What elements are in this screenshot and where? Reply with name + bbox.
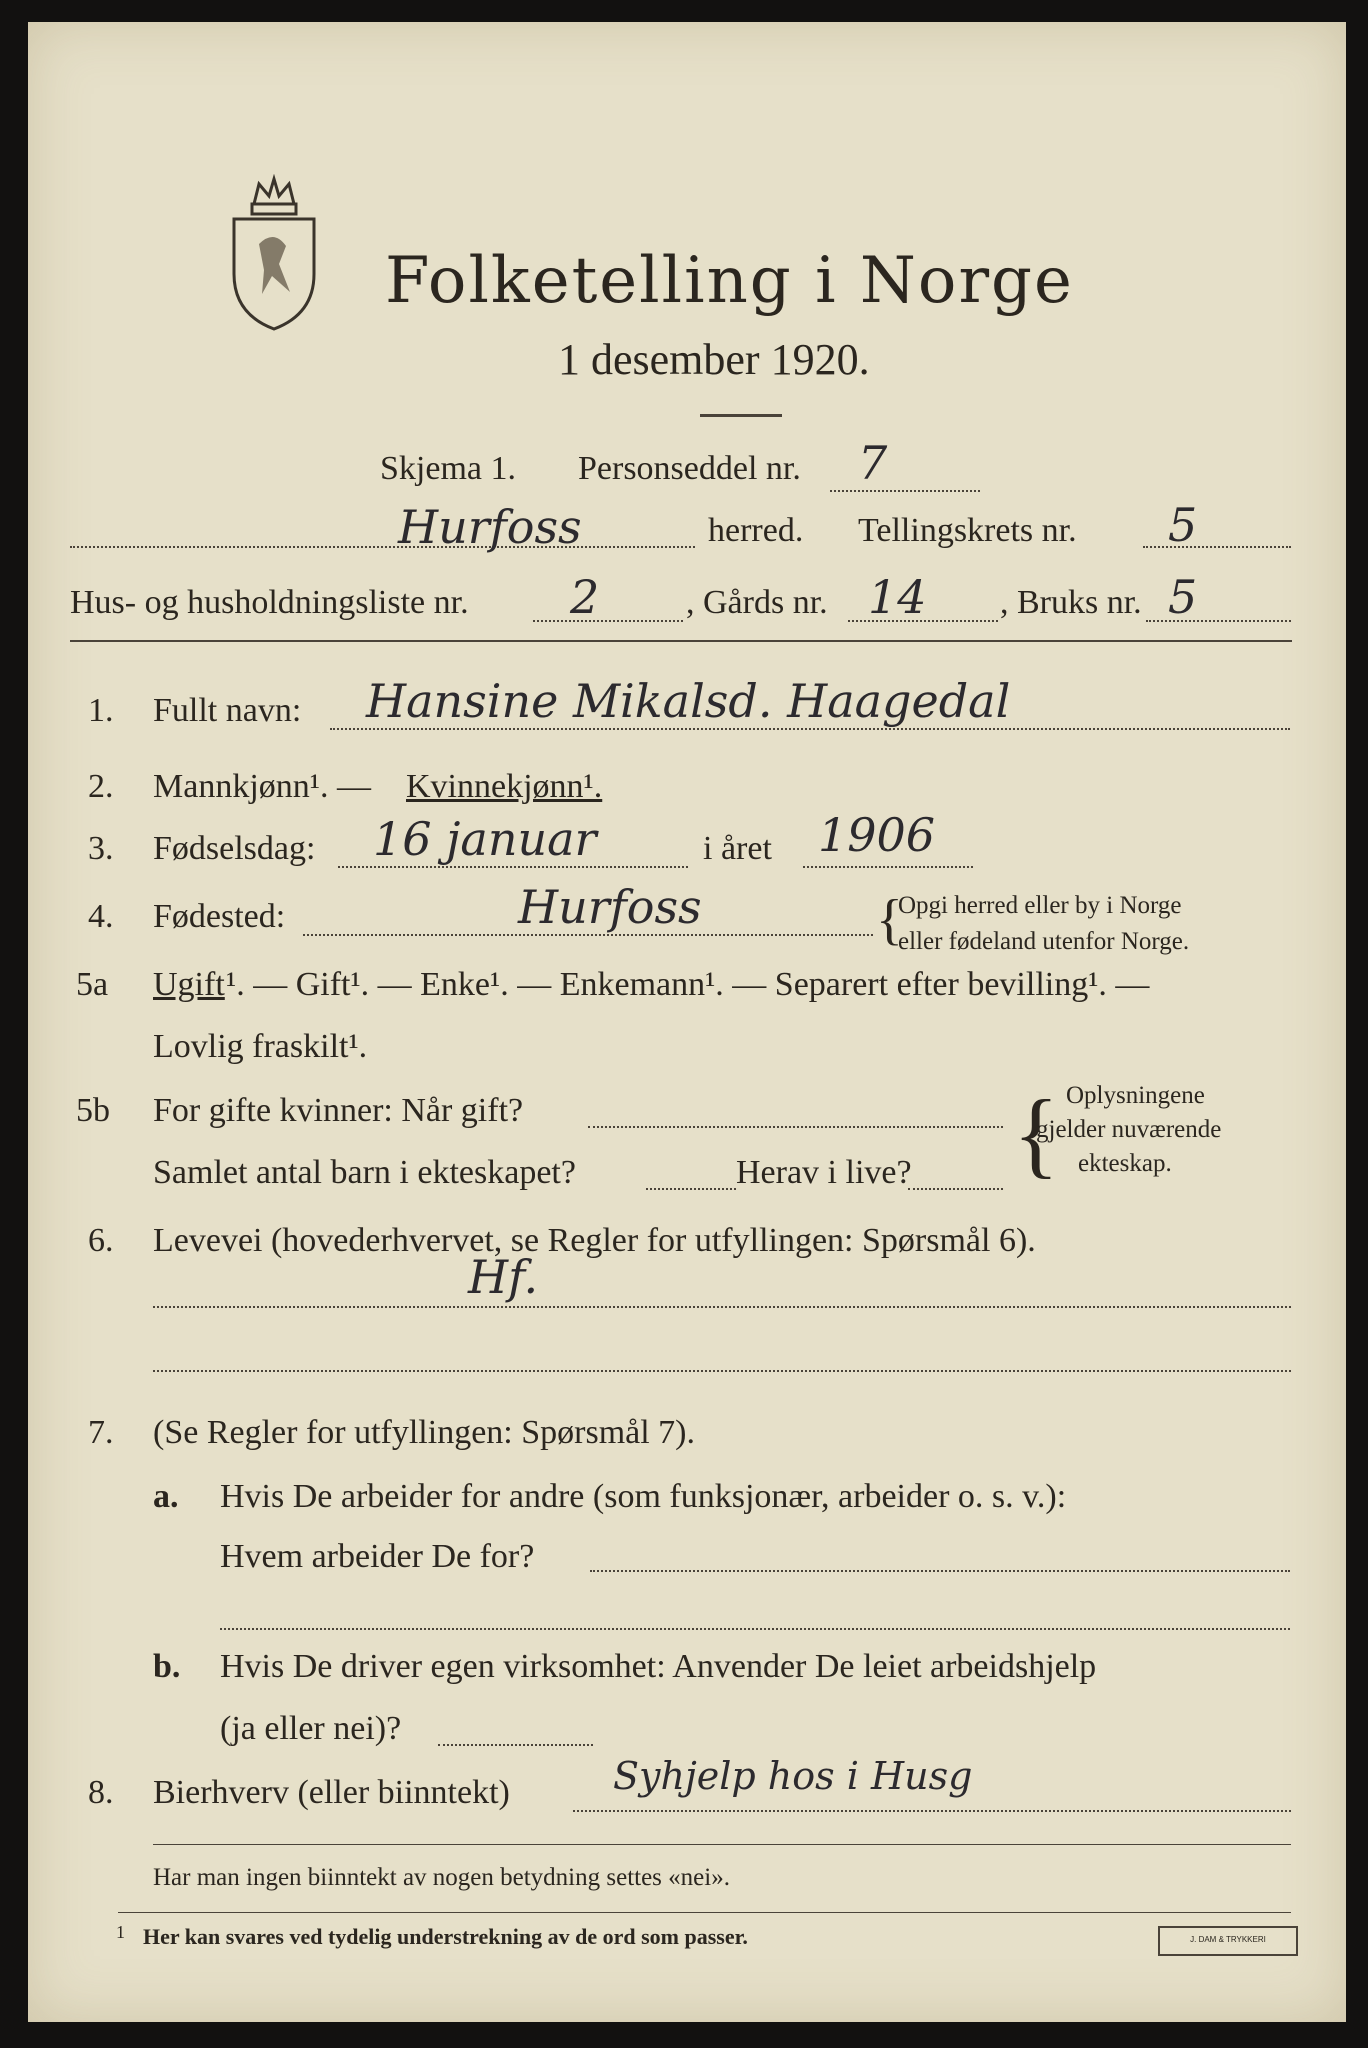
q6-line1 — [153, 1306, 1291, 1308]
q7b-number: b. — [153, 1648, 181, 1685]
q5b-brace: { — [1013, 1080, 1060, 1187]
footer-divider — [153, 1844, 1291, 1845]
husliste-line — [533, 620, 683, 622]
printer-stamp — [1158, 1926, 1298, 1956]
q2-selected-option[interactable]: Kvinnekjønn¹. — [406, 768, 603, 805]
printer-stamp-text: J. DAM & TRYKKERI — [1190, 1935, 1266, 1944]
secondary-occupation-value[interactable]: Syhjelp hos i Husg — [613, 1754, 973, 1798]
q5b-children-label: Samlet antal barn i ekteskapet? — [153, 1154, 576, 1191]
personseddel-label: Personseddel nr. — [578, 450, 801, 487]
tellingskrets-value[interactable]: 5 — [1168, 498, 1198, 552]
q8-label: Bierhverv (eller biinntekt) — [153, 1774, 510, 1811]
q4-note-line1: Opgi herred eller by i Norge — [898, 892, 1182, 919]
coat-of-arms-icon — [224, 174, 324, 334]
form-title: Folketelling i Norge — [385, 244, 1074, 318]
q5b-number: 5b — [76, 1092, 110, 1129]
q3-label: Fødselsdag: — [153, 830, 316, 867]
q5b-note-line2: gjelder nuværende — [1036, 1116, 1222, 1143]
birthplace-value[interactable]: Hurfoss — [518, 880, 702, 934]
census-date: 1 desember 1920. — [558, 335, 870, 384]
q7b-line1: Hvis De driver egen virksomhet: Anvender De leiet arbeidshjelp — [220, 1648, 1097, 1685]
q7b-answer-line — [438, 1744, 593, 1746]
footnote-mark: 1 — [116, 1922, 125, 1942]
bruks-value[interactable]: 5 — [1168, 570, 1198, 624]
q6-number: 6. — [88, 1222, 114, 1259]
birth-year-value[interactable]: 1906 — [818, 808, 936, 862]
q5b-alive-line — [908, 1188, 1003, 1190]
personseddel-line — [830, 490, 980, 492]
q5a-options: ¹. — Gift¹. — Enke¹. — Enkemann¹. — Separert efter bevilling¹. — — [226, 966, 1150, 1003]
tellingskrets-label: Tellingskrets nr. — [858, 512, 1077, 549]
q8-line — [573, 1810, 1291, 1812]
q4-number: 4. — [88, 898, 114, 935]
census-form-page — [28, 22, 1346, 2022]
bruks-label: , Bruks nr. — [1000, 584, 1142, 621]
q7a-line2: Hvem arbeider De for? — [220, 1538, 535, 1575]
q7-label: (Se Regler for utfyllingen: Spørsmål 7). — [153, 1414, 696, 1451]
q8-number: 8. — [88, 1774, 114, 1811]
divider — [700, 414, 782, 417]
q4-label: Fødested: — [153, 898, 286, 935]
q6-line2 — [153, 1370, 1291, 1372]
q5b-alive-label: Herav i live? — [736, 1154, 912, 1191]
q5a-options-line2: Lovlig fraskilt¹. — [153, 1028, 368, 1065]
footnote-divider — [118, 1912, 1291, 1913]
birthday-value[interactable]: 16 januar — [373, 812, 597, 866]
herred-line — [70, 546, 695, 548]
personseddel-value[interactable]: 7 — [858, 436, 888, 490]
q5b-note-line1: Oplysningene — [1066, 1082, 1205, 1109]
q3-number: 3. — [88, 830, 114, 867]
q3-year-label: i året — [703, 830, 772, 867]
q2-label: Mannkjønn¹. — — [153, 768, 371, 805]
q5b-note-line3: ekteskap. — [1078, 1150, 1172, 1177]
q1-number: 1. — [88, 692, 114, 729]
q5b-children-line — [646, 1188, 736, 1190]
q1-line — [330, 728, 1290, 730]
q7b-line2: (ja eller nei)? — [220, 1710, 402, 1747]
herred-value[interactable]: Hurfoss — [398, 500, 582, 554]
q7a-extra-line — [220, 1628, 1290, 1630]
q3-year-line — [803, 866, 973, 868]
q5a-selected-option[interactable]: Ugift — [153, 966, 225, 1003]
tellingskrets-line — [1143, 546, 1291, 548]
q7a-line1: Hvis De arbeider for andre (som funksjonær, arbeider o. s. v.): — [220, 1478, 1067, 1515]
gards-value[interactable]: 14 — [868, 570, 927, 624]
herred-label: herred. — [708, 512, 804, 549]
q4-brace: { — [876, 889, 903, 951]
husliste-value[interactable]: 2 — [570, 570, 600, 624]
q5b-married-line — [588, 1126, 1003, 1128]
footnote-text: Her kan svares ved tydelig understrekning av de ord som passer. — [143, 1924, 748, 1949]
q7-number: 7. — [88, 1414, 114, 1451]
gards-label: , Gårds nr. — [686, 584, 828, 621]
q4-note-line2: eller fødeland utenfor Norge. — [898, 928, 1190, 955]
q7a-employer-line — [590, 1570, 1290, 1572]
q6-label: Levevei (hovederhvervet, se Regler for utfyllingen: Spørsmål 6). — [153, 1222, 1036, 1259]
q3-line — [338, 866, 688, 868]
q5b-married-label: For gifte kvinner: Når gift? — [153, 1092, 524, 1129]
q1-label: Fullt navn: — [153, 692, 302, 729]
husliste-label: Hus- og husholdningsliste nr. — [70, 584, 469, 621]
occupation-value[interactable]: Hf. — [468, 1250, 539, 1304]
q7a-number: a. — [153, 1478, 179, 1515]
q2-number: 2. — [88, 768, 114, 805]
footer-note: Har man ingen biinntekt av nogen betydning settes «nei». — [153, 1864, 730, 1891]
q5a-number: 5a — [76, 966, 109, 1003]
full-name-value[interactable]: Hansine Mikalsd. Haagedal — [366, 674, 1011, 728]
header-separator — [70, 640, 1292, 642]
form-number: Skjema 1. — [380, 450, 516, 487]
q4-line — [303, 934, 873, 936]
